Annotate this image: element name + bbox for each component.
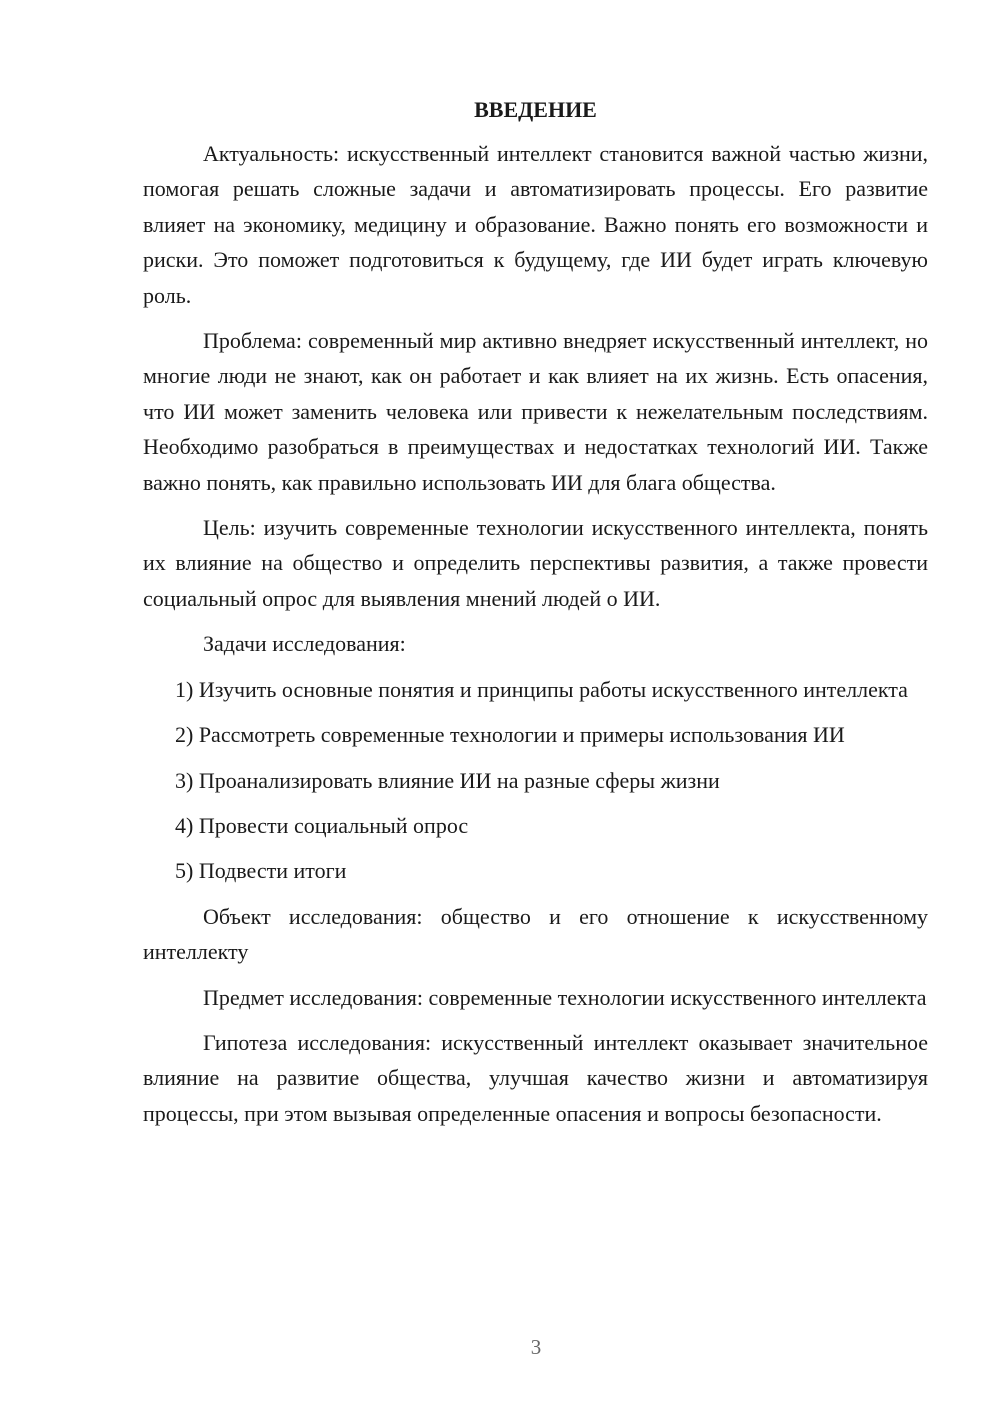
section-title: ВВЕДЕНИЕ — [474, 97, 597, 122]
problem-paragraph: Проблема: современный мир активно внедряет искусственный интеллект, но многие люди не знают, как он работает и как влияет на их жизнь. Есть опасения, что ИИ может заменить человека или привести к нежелательным последствиям. Необходимо разобраться в преимуществах и недостатках технологий ИИ. Также важно понять, как правильно использовать ИИ для блага общества. — [143, 328, 928, 495]
subject-paragraph: Предмет исследования: современные технологии искусственного интеллекта — [203, 984, 927, 1010]
task-item-3: 3) Проанализировать влияние ИИ на разные сферы жизни — [175, 767, 720, 793]
task-item-2: 2) Рассмотреть современные технологии и примеры использования ИИ — [175, 722, 845, 748]
task-item-1: 1) Изучить основные понятия и принципы работы искусственного интеллекта — [175, 676, 908, 702]
relevance-paragraph: Актуальность: искусственный интеллект становится важной частью жизни, помогая решать сложные задачи и автоматизировать процессы. Его развитие влияет на экономику, медицину и образование. Важно понять его возможности и риски. Это поможет подготовиться к будущему, где ИИ будет играть ключевую роль. — [143, 141, 928, 308]
task-item-5: 5) Подвести итоги — [175, 858, 347, 884]
goal-paragraph: Цель: изучить современные технологии искусственного интеллекта, понять их влияние на общество и определить перспективы развития, а также провести социальный опрос для выявления мнений людей о ИИ. — [143, 515, 928, 611]
hypothesis-paragraph: Гипотеза исследования: искусственный интеллект оказывает значительное влияние на развитие общества, улучшая качество жизни и автоматизируя процессы, при этом вызывая определенные опасения и вопросы безопасности. — [143, 1029, 928, 1126]
page-number: 3 — [530, 1335, 542, 1359]
task-item-4: 4) Провести социальный опрос — [175, 812, 469, 838]
object-paragraph: Объект исследования: общество и его отношение к искусственному интеллекту — [143, 903, 928, 965]
page-content — [143, 96, 928, 1141]
tasks-heading: Задачи исследования: — [203, 631, 406, 657]
